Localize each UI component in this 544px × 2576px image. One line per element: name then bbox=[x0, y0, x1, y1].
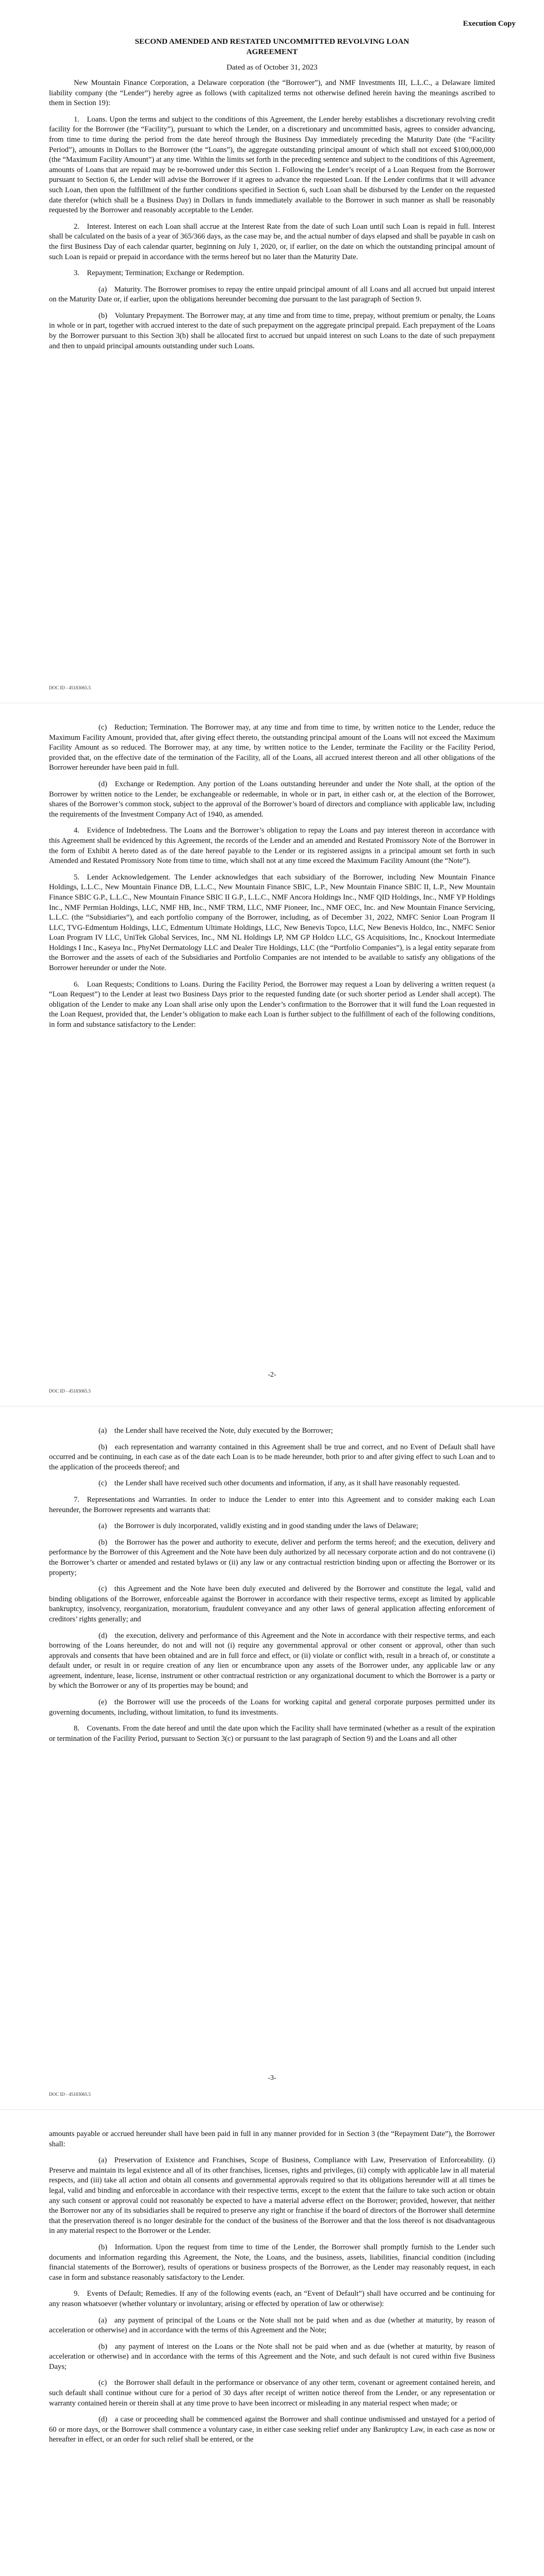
section-3-heading: 3. Repayment; Termination; Exchange or Redemption. bbox=[74, 269, 244, 278]
section-9d: (d) a case or proceeding shall be commenced against the Borrower and shall continue undismissed and unstayed for a period of 60 or more days, or the Borrower shall commence a voluntary case, in either case seeking relief under any Bankruptcy Law, in each case as now or hereafter in effect, or an order for such relief shall be entered, or the bbox=[49, 2415, 495, 2444]
section-9-events-of-default: 9. Events of Default; Remedies. If any of the following events (each, an “Event of Default”) shall have occurred and be continuing for any reason whatsoever (whether voluntary or involuntary, arising or effected by operation of law or otherwise): bbox=[49, 2290, 495, 2308]
page-number: -3- bbox=[268, 2074, 276, 2082]
section-7a: (a) the Borrower is duly incorporated, validly existing and in good standing under the laws of Delaware; bbox=[98, 1522, 419, 1531]
section-4-evidence: 4. Evidence of Indebtedness. The Loans and the Borrower’s obligation to repay the Loans and pay interest thereon in accordance with this Agreement shall be evidenced by this Agreement, the records of the Lender and an amended and Restated Promissory Note of the Borrower in the form of Exhibit A hereto dated as of the date hereof payable to the Lender or its registered assigns in a principal amount set forth in such Amended and Restated Promissory Note from time to time, which shall not at any time exceed the Maximum Facility Amount (the “Note”). bbox=[49, 826, 495, 866]
section-7d: (d) the execution, delivery and performance of this Agreement and the Note in accordance with their respective terms, and each borrowing of the Loans hereunder, do not and will not (i) require any governmental approval or other consent or approval, other than such approvals and consents that have been obtained and are in full force and effect, or (ii) violate or conflict with, result in a breach of, or constitute a default under, or result in or require creation of any lien or encumbrance upon any assets of the Borrower under, any applicable law or any agreement, indenture, lease, license, instrument or other contractual restriction or any organizational document to which the Borrower is a party or by which the Borrower or any of its properties may be bound; and bbox=[49, 1631, 495, 1690]
section-6c: (c) the Lender shall have received such other documents and information, if any, as it shall have reasonably requested. bbox=[98, 1479, 460, 1488]
section-8b: (b) Information. Upon the request from time to time of the Lender, the Borrower shall promptly furnish to the Lender such documents and information regarding this Agreement, the Note, the Loans, and the business, assets, liabilities, financial condition (including financial statements of the Borrower), results of operations or business prospects of the Borrower, as the Lender may reasonably request, in each case in form and substance reasonably satisfactory to the Lender. bbox=[49, 2243, 495, 2282]
doc-id-footer: DOC ID - 45183065.5 bbox=[49, 1388, 91, 1394]
page-3 bbox=[0, 1406, 544, 2110]
document-title bbox=[49, 37, 495, 57]
section-1-loans: 1. Loans. Upon the terms and subject to the conditions of this Agreement, the Lender hereby establishes a discretionary revolving credit facility for the Borrower (the “Facility”), pursuant to which the Lender, on a discretionary and uncommitted basis, agrees to consider advancing, from time to time during the period from the date hereof through the Business Day immediately preceding the Maturity Date (the “Facility Period”), amounts in Dollars to the Borrower (the “Loans”), the aggregate outstanding principal amount of which shall not exceed $100,000,000 (the “Maximum Facility Amount”) at any time. Within the limits set forth in the preceding sentence and subject to the conditions of this Agreement, amounts of Loans that are repaid may be re-borrowed under this Section 1. Following the Lender’s receipt of a Loan Request from the Borrower pursuant to Section 6, the Lender will advise the Borrower if it agrees to advance the requested Loan. If the Lender confirms that it will advance such Loan, then upon the fulfillment of the further conditions specified in Section 6, such Loan shall be disbursed by the Lender on the requested date therefor (which shall be a Business Day) in Dollars in funds immediately available to the Borrower in such manner as shall be reasonably requested by the Borrower and reasonably acceptable to the Lender. bbox=[49, 115, 495, 215]
section-8-covenants: 8. Covenants. From the date hereof and until the date upon which the Facility shall have terminated (whether as a result of the expiration or termination of the Facility Period, pursuant to Section 3(c) or pursuant to the last paragraph of Section 9) and the Loans and all other bbox=[49, 1724, 495, 1743]
intro-paragraph: New Mountain Finance Corporation, a Delaware corporation (the “Borrower”), and NMF Investments III, L.L.C., a Delaware limited liability company (the “Lender”) hereby agree as follows (with capitalized terms not otherwise defined herein having the meanings ascribed to them in Section 19): bbox=[49, 79, 495, 108]
section-7e: (e) the Borrower will use the proceeds of the Loans for working capital and general corporate purposes permitted under its governing documents, including, without limitation, to fund its investments. bbox=[49, 1698, 495, 1717]
section-7-representations: 7. Representations and Warranties. In order to induce the Lender to enter into this Agreement and to consider making each Loan hereunder, the Borrower represents and warrants that: bbox=[49, 1495, 495, 1514]
title-line-2: AGREEMENT bbox=[246, 47, 298, 56]
execution-copy-label: Execution Copy bbox=[463, 20, 516, 28]
dated-line: Dated as of October 31, 2023 bbox=[226, 63, 318, 72]
section-9b: (b) any payment of interest on the Loans or the Note shall not be paid when and as due (whether at maturity, by reason of acceleration or otherwise) and in accordance with the terms of this Agreement and the Note, and such default is not cured within five Business Days; bbox=[49, 2342, 495, 2371]
doc-id-footer: DOC ID - 45183065.5 bbox=[49, 685, 91, 690]
page-2 bbox=[0, 703, 544, 1406]
section-6a: (a) the Lender shall have received the Note, duly executed by the Borrower; bbox=[98, 1427, 333, 1435]
section-6-loan-requests: 6. Loan Requests; Conditions to Loans. During the Facility Period, the Borrower may request a Loan by delivering a written request (a “Loan Request”) to the Lender at least two Business Days prior to the requested funding date (or such shorter period as Lender shall accept). The obligation of the Lender to make any Loan shall arise only upon the Lender’s confirmation to the Borrower that it will fund the Loan requested in the Loan Request, provided that, the Lender’s obligation to make each Loan is further subject to the fulfillment of each of the following conditions, in form and substance satisfactory to the Lender: bbox=[49, 980, 495, 1029]
section-8-continued: amounts payable or accrued hereunder shall have been paid in full in any manner provided for in Section 3 (the “Repayment Date”), the Borrower shall: bbox=[49, 2130, 495, 2148]
section-8a: (a) Preservation of Existence and Franchises, Scope of Business, Compliance with Law, Preservation of Enforceability. (i) Preserve and maintain its legal existence and all of its other franchises, licenses, rights and privileges, (ii) comply with applicable law in all material respects, and (iii) take all action and obtain all consents and governmental approvals required so that its obligations hereunder will at all times be legal, valid and binding and enforceable in accordance with their respective terms, except to the extent that the failure to take such action or obtain any such consent or approval could not reasonably be expected to have a material adverse effect on the Borrower; provided, however, that neither the Borrower nor any of its subsidiaries shall be required to preserve any right or franchise if the board of directors of the Borrower shall determine that the preservation thereof is no longer desirable for the conduct of the business of the Borrower and that the loss thereof is not disadvantageous in any material respect to the Borrower or the Lender. bbox=[49, 2156, 495, 2235]
section-7b: (b) the Borrower has the power and authority to execute, deliver and perform the terms hereof; and the execution, delivery and performance by the Borrower of this Agreement and the Note have been duly authorized by all necessary corporate action and do not contravene (i) the Borrower’s charter or amended and restated bylaws or (ii) any law or any contractual restriction binding upon or affecting the Borrower or its property; bbox=[49, 1538, 495, 1577]
doc-id-footer: DOC ID - 45183065.5 bbox=[49, 2092, 91, 2097]
section-9a: (a) any payment of principal of the Loans or the Note shall not be paid when and as due (whether at maturity, by reason of acceleration or otherwise) and in accordance with the terms of this Agreement and the Note; bbox=[49, 2316, 495, 2335]
page-1 bbox=[0, 0, 544, 703]
section-3a-maturity: (a) Maturity. The Borrower promises to repay the entire unpaid principal amount of all Loans and all accrued but unpaid interest on the Maturity Date or, if earlier, upon the obligations hereunder becoming due pursuant to the last paragraph of Section 9. bbox=[49, 285, 495, 304]
section-9c: (c) the Borrower shall default in the performance or observance of any other term, covenant or agreement contained herein, and such default shall continue without cure for a period of 30 days after receipt of written notice thereof from the Lender, or any representation or warranty contained herein or therein shall at any time prove to have been incorrect or misleading in any material respect when made; or bbox=[49, 2379, 495, 2408]
section-5-acknowledgement: 5. Lender Acknowledgement. The Lender acknowledges that each subsidiary of the Borrower, including New Mountain Finance Holdings, L.L.C., New Mountain Finance DB, L.L.C., New Mountain Finance SBIC, L.P., New Mountain Finance SBIC II, L.P., New Mountain Finance SBIC G.P., L.L.C., New Mountain Finance SBIC II G.P., L.L.C., NMF Ancora Holdings Inc., NMF QID Holdings, Inc., NMF YP Holdings Inc., NMF Permian Holdings, LLC, NMF HB, Inc., NMF TRM, LLC, NMF Pioneer, Inc., NMF OEC, Inc. and New Mountain Finance Servicing, L.L.C. (the “Subsidiaries”), and each portfolio company of the Borrower, including, as of December 31, 2022, NMFC Senior Loan Program II LLC, TVG-Edmentum Holdings, LLC, Edmentum Ultimate Holdings, LLC, New Benevis Topco, LLC, New Benevis Holdco, Inc., NMFC Senior Loan Program IV LLC, UniTek Global Services, Inc., NM NL Holdings LP, NM GP Holdco LLC, GS Acquisitions, Inc., Knockout Intermediate Holdings I Inc., Kaseya Inc., PhyNet Dermatology LLC and Dealer Tire Holdings, LLC (the “Portfolio Companies”), is a legal entity separate from the Borrower and the assets of each of the Subsidiaries and Portfolio Companies are not intended to be available to satisfy any obligations of the Borrower hereunder or under the Note. bbox=[49, 873, 495, 973]
title-line-1: SECOND AMENDED AND RESTATED UNCOMMITTED REVOLVING LOAN bbox=[135, 37, 409, 46]
section-7c: (c) this Agreement and the Note have been duly executed and delivered by the Borrower and constitute the legal, valid and binding obligations of the Borrower, enforceable against the Borrower in accordance with their respective terms, except as limited by applicable bankruptcy, insolvency, reorganization, moratorium, fraudulent conveyance and any other laws of general application affecting enforcement of creditors’ rights generally; and bbox=[49, 1585, 495, 1623]
page-4 bbox=[0, 2110, 544, 2576]
section-3d-exchange: (d) Exchange or Redemption. Any portion of the Loans outstanding hereunder and under the Note shall, at the option of the Borrower by written notice to the Lender, be exchangeable or redeemable, in whole or in part, in either cash or, at the election of the Borrower, shares of the Borrower’s common stock, subject to the approval of the Borrower’s board of directors and compliance with applicable law, including the requirements of the Investment Company Act of 1940, as amended. bbox=[49, 779, 495, 819]
section-2-interest: 2. Interest. Interest on each Loan shall accrue at the Interest Rate from the date of such Loan until such Loan is repaid in full. Interest shall be calculated on the basis of a year of 365/366 days, as the case may be, and the actual number of days elapsed and shall be payable in cash on the first Business Day of each calendar quarter, beginning on July 1, 2020, or, if earlier, on the date on which the outstanding principal amount of such Loan is repaid or prepaid in accordance with the terms hereof but no later than the Maturity Date. bbox=[49, 222, 495, 261]
section-6b: (b) each representation and warranty contained in this Agreement shall be true and correct, and no Event of Default shall have occurred and be continuing, in each case as of the date each Loan is to be made hereunder, both prior to and after giving effect to such Loan and to the application of the proceeds thereof; and bbox=[49, 1443, 495, 1471]
section-3c-reduction: (c) Reduction; Termination. The Borrower may, at any time and from time to time, by written notice to the Lender, reduce the Maximum Facility Amount, provided that, after giving effect thereto, the outstanding principal amount of the Loans will not exceed the Maximum Facility Amount as so reduced. The Borrower may, at any time, by written notice to the Lender, terminate the Facility or the Facility Period, provided that, on the effective date of the termination of the Facility, all of the Loans, all accrued interest thereon and all other obligations of the Borrower hereunder have been paid in full. bbox=[49, 723, 495, 772]
page-number: -2- bbox=[268, 1371, 276, 1379]
section-3b-prepayment: (b) Voluntary Prepayment. The Borrower may, at any time and from time to time, prepay, without premium or penalty, the Loans in whole or in part, together with accrued interest to the date of such prepayment on the aggregate principal prepaid. Each prepayment of the Loans by the Borrower pursuant to this Section 3(b) shall be allocated first to accrued but unpaid interest on such Loans to the date of such prepayment and then to unpaid principal amounts outstanding under such Loans. bbox=[49, 311, 495, 350]
